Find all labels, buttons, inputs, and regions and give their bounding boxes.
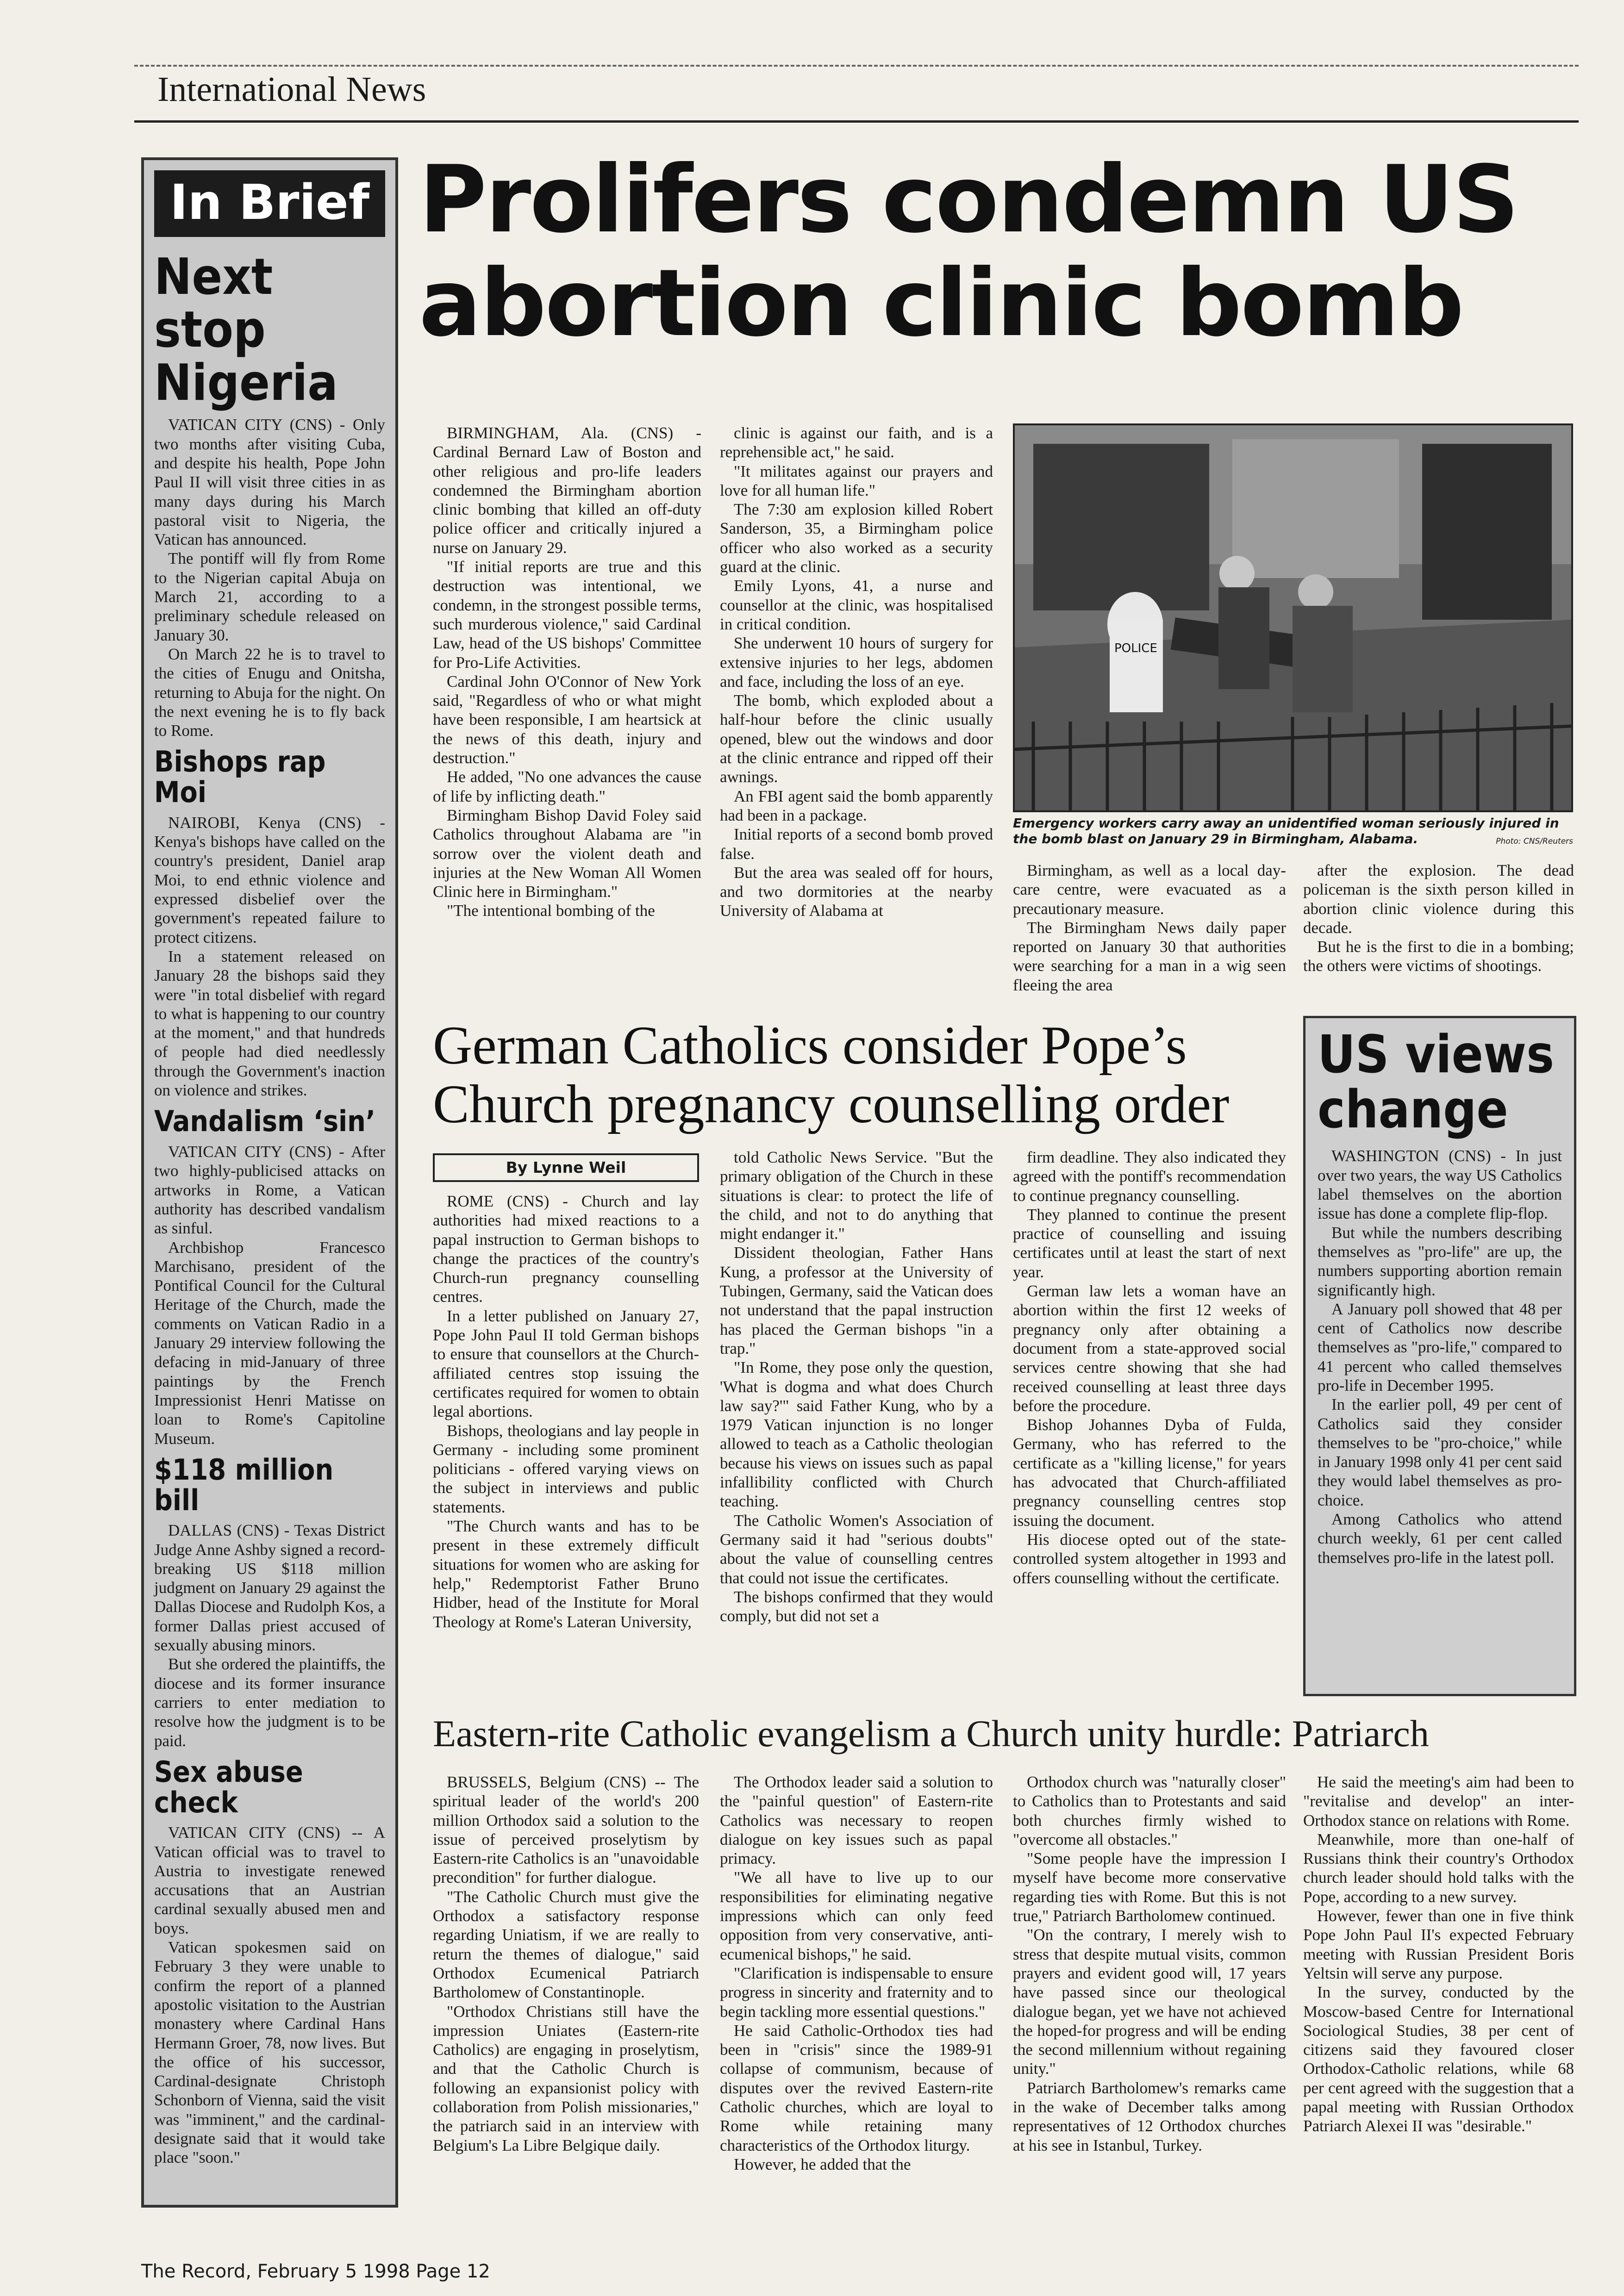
paragraph: They planned to continue the present practice of counselling and issuing certificates until at least the start of next year. [1013, 1205, 1286, 1281]
lead-column-4 [1303, 861, 1574, 976]
paragraph: "We all have to live up to our responsibilities for eliminating negative impressions which can only feed opposition from very conservative, anti-ecumenical bishops," he said. [720, 1868, 993, 1963]
german-headline: German Catholics consider Pope’s Church pregnancy counselling order [433, 1015, 1230, 1135]
paragraph: VATICAN CITY (CNS) - Only two months after visiting Cuba, and despite his health, Pope John Paul II will visit three cities in as many days during his March pastoral visit to Nigeria, the Vatican has announced. [154, 416, 385, 549]
paragraph: Meanwhile, more than one-half of Russians think their country's Orthodox church leader should hold talks with the Pope, according to a new survey. [1303, 1830, 1574, 1906]
german-column-2 [720, 1148, 993, 1625]
paragraph: The bomb, which exploded about a half-hour before the clinic usually opened, blew out the windows and door at the clinic entrance and ripped off their awnings. [720, 691, 993, 786]
photo-illustration [1015, 425, 1571, 810]
paragraph: "Some people have the impression I myself have become more conservative regarding ties with Rome. But this is not true," Patriarch Bartholomew continued. [1013, 1849, 1286, 1925]
paragraph: "Clarification is indispensable to ensure progress in sincerity and fraternity and to begin tackling more essential questions." [720, 1964, 993, 2021]
section-label: International News [157, 70, 426, 109]
german-byline: By Lynne Weil [433, 1153, 699, 1182]
us-views-headline: US views change [1318, 1025, 1555, 1140]
paragraph: He added, "No one advances the cause of life by inflicting death." [433, 768, 701, 805]
paragraph: But she ordered the plaintiffs, the diocese and its former insurance carriers to enter mediation to resolve how the judgment is to be paid. [154, 1655, 385, 1750]
paragraph: "Orthodox Christians still have the impression Uniates (Eastern-rite Catholics) are engaging in proselytism, and that the Catholic Church is following an expansionist policy with collaboration from Polish missionaries," the patriarch said in an interview with Belgium's La Libre Belgique daily. [433, 2002, 699, 2154]
paragraph: In the earlier poll, 49 per cent of Catholics said they consider themselves to be "pro-choice," while in January 1998 only 41 per cent said they would label themselves as pro-choice. [1318, 1395, 1562, 1509]
paragraph: Birmingham Bishop David Foley said Catholics throughout Alabama are "in sorrow over the violent death and injuries at the New Woman All Women Clinic here in Birmingham." [433, 806, 701, 901]
paragraph: The 7:30 am explosion killed Robert Sanderson, 35, a Birmingham police officer who also worked as a security guard at the clinic. [720, 500, 993, 576]
in-brief-sidebar [141, 157, 398, 2208]
paragraph: BRUSSELS, Belgium (CNS) -- The spiritual leader of the world's 200 million Orthodox said a solution to the issue of perceived proselytism by Eastern-rite Catholics is an "unavoidable precondition" for further dialogue. [433, 1773, 699, 1887]
lead-column-2 [720, 423, 993, 921]
brief-body-moi [154, 813, 385, 1100]
brief-headline-vandalism: Vandalism ‘sin’ [154, 1104, 376, 1139]
page-footer: The Record, February 5 1998 Page 12 [141, 2261, 490, 2282]
police-label: POLICE [1114, 641, 1157, 655]
paragraph: "If initial reports are true and this destruction was intentional, we condemn, in the strongest possible terms, such murderous violence," said Cardinal Law, head of the US bishops' Committee for Pro-Life Activities. [433, 558, 701, 672]
paragraph: Vatican spokesmen said on February 3 they were unable to confirm the report of a planned apostolic visitation to the Austrian monastery where Cardinal Hans Hermann Groer, 78, now lives. But the office of his successor, Cardinal-designate Christoph Schonborn of Vienna, said the visit was "imminent," and the cardinal-designate said that it would take place "soon." [154, 1938, 385, 2167]
paragraph: Among Catholics who attend church weekly, 61 per cent called themselves pro-life in the latest poll. [1318, 1510, 1562, 1567]
brief-headline-bill: $118 million bill [154, 1452, 334, 1517]
german-column-3 [1013, 1148, 1286, 1587]
photo-caption [1013, 815, 1573, 846]
photo-credit: Photo: CNS/Reuters [1496, 836, 1573, 846]
paragraph: clinic is against our faith, and is a reprehensible act," he said. [720, 424, 993, 461]
paragraph: In a letter published on January 27, Pope John Paul II told German bishops to ensure that counsellors at the Church-affiliated centres stop issuing the certificates required for women to obtain legal abortions. [433, 1307, 699, 1421]
paragraph: The Catholic Women's Association of Germany said it had "serious doubts" about the value of counselling centres that could not issue the certificates. [720, 1511, 993, 1587]
paragraph: But while the numbers describing themselves as "pro-life" are up, the numbers supporting abortion remain significantly high. [1318, 1223, 1562, 1299]
paragraph: He said the meeting's aim had been to "revitalise and develop" an inter-Orthodox stance on relations with Rome. [1303, 1773, 1574, 1829]
paragraph: Cardinal John O'Connor of New York said, "Regardless of who or what might have been responsible, I am heartsick at the news of this death, injury and destruction." [433, 672, 701, 767]
paragraph: A January poll showed that 48 per cent of Catholics now describe themselves as "pro-life," compared to 41 percent who called themselves pro-life in December 1995. [1318, 1300, 1562, 1394]
paragraph: However, he added that the [734, 2155, 911, 2173]
paragraph: He said Catholic-Orthodox ties had been in "crisis" since the 1989-91 collapse of communism, because of disputes over the revived Eastern-rite Catholic churches, which are loyal to Rome while retaining many characteristics of the Orthodox liturgy. [720, 2021, 993, 2154]
paragraph: firm deadline. They also indicated they agreed with the pontiff's recommendation to continue pregnancy counselling. [1013, 1148, 1286, 1205]
brief-headline-nigeria: Next stop Nigeria [154, 248, 338, 412]
paragraph: Dissident theologian, Father Hans Kung, a professor at the University of Tubingen, Germany, said the Vatican does not understand that the papal instruction has placed the German bishops "in a trap." [720, 1244, 993, 1357]
paragraph: However, fewer than one in five think Pope John Paul II's expected February meeting with Russian President Boris Yeltsin will serve any purpose. [1303, 1907, 1574, 1982]
paragraph: told Catholic News Service. "But the primary obligation of the Church in these situations is clear: to protect the life of the child, and not to do anything that might endanger it." [720, 1148, 993, 1243]
paragraph: BIRMINGHAM, Ala. (CNS) - Cardinal Bernard Law of Boston and other religious and pro-life leaders condemned the Birmingham abortion clinic bombing that killed an off-duty police officer and critically injured a nurse on January 29. [433, 424, 701, 557]
paragraph: In the survey, conducted by the Moscow-based Centre for International Sociological Studies, 38 per cent of citizens said they favoured closer Orthodox-Catholic relations, while 68 per cent agreed with the suggestion that a papal meeting with Russian Orthodox Patriarch Alexei II was "desirable." [1303, 1983, 1574, 2135]
brief-body-nigeria [154, 415, 385, 740]
brief-body-bill [154, 1521, 385, 1750]
eastern-column-1 [433, 1773, 699, 2155]
paragraph: In a statement released on January 28 the bishops said they were "in total disbelief with regard to what is happening to our country at the moment," and that hundreds of people had died needlessly through the Government's inaction on violence and strikes. [154, 947, 385, 1100]
paragraph: Birmingham, as well as a local day-care centre, were evacuated as a precautionary measure. [1013, 861, 1286, 918]
paragraph: Initial reports of a second bomb proved false. [720, 825, 993, 863]
paragraph: But he is the first to die in a bombing; the others were victims of shootings. [1303, 938, 1574, 975]
paragraph: Emily Lyons, 41, a nurse and counsellor at the clinic, was hospitalised in critical condition. [720, 577, 993, 633]
paragraph: "The intentional bombing of the [447, 902, 655, 920]
us-views-body [1318, 1146, 1562, 1567]
paragraph: German law lets a woman have an abortion within the first 12 weeks of pregnancy only after obtaining a document from a state-approved social services centre showing that she had received counselling at least three days before the procedure. [1013, 1282, 1286, 1415]
eastern-headline: Eastern-rite Catholic evangelism a Church unity hurdle: Patriarch [433, 1712, 1429, 1755]
brief-body-abuse [154, 1823, 385, 2167]
top-dashed-rule [134, 65, 1579, 67]
german-column-1 [433, 1192, 699, 1631]
paragraph: The Orthodox leader said a solution to the "painful question" of Eastern-rite Catholics was necessary to reopen dialogue on key issues such as papal primacy. [720, 1773, 993, 1868]
lead-column-3 [1013, 861, 1286, 995]
paragraph: His diocese opted out of the state-controlled system altogether in 1993 and offers counselling without the certificate. [1013, 1530, 1286, 1587]
eastern-column-4 [1303, 1773, 1574, 2136]
paragraph: "The Catholic Church must give the Orthodox a satisfactory response regarding Uniatism, if we are really to return the themes of dialogue," said Orthodox Ecumenical Patriarch Bartholomew of Constantinople. [433, 1887, 699, 2002]
paragraph: "The Church wants and has to be present in these extremely difficult situations for women who are asking for help," Redemptorist Father Bruno Hidber, head of the Institute for Moral Theology at Rome's Lateran University, [433, 1517, 699, 1631]
brief-headline-abuse: Sex abuse check [154, 1755, 303, 1819]
paragraph: Orthodox church was "naturally closer" to Catholics than to Protestants and said both churches firmly wished to "overcome all obstacles." [1013, 1773, 1286, 1848]
caption-text: Emergency workers carry away an unidentified woman seriously injured in the bomb blast on January 29 in Birmingham, Alabama. [1013, 815, 1559, 846]
us-views-box [1303, 1016, 1576, 1696]
paragraph: On March 22 he is to travel to the cities of Enugu and Onitsha, returning to Abuja for the night. On the next evening he is to fly back to Rome. [154, 645, 385, 740]
paragraph: WASHINGTON (CNS) - In just over two years, the way US Catholics label themselves on the abortion issue has done a complete flip-flop. [1318, 1147, 1562, 1223]
paragraph: VATICAN CITY (CNS) -- A Vatican official was to travel to Austria to investigate renewed accusations that an Austrian cardinal sexually abused men and boys. [154, 1823, 385, 1937]
paragraph: She underwent 10 hours of surgery for extensive injuries to her legs, abdomen and face, including the loss of an eye. [720, 634, 993, 691]
paragraph: NAIROBI, Kenya (CNS) - Kenya's bishops have called on the country's president, Daniel arap Moi, to end ethnic violence and expressed disbelief over the government's repeated failure to protect citizens. [154, 813, 385, 946]
paragraph: Bishops, theologians and lay people in Germany - including some prominent politicians - offered varying views on the subject in interviews and public statements. [433, 1421, 699, 1516]
eastern-column-3 [1013, 1773, 1286, 2155]
in-brief-banner: In Brief [154, 170, 385, 237]
paragraph: after the explosion. The dead policeman is the sixth person killed in abortion clinic violence during this decade. [1303, 861, 1574, 937]
paragraph: "It militates against our prayers and love for all human life." [720, 462, 993, 499]
lead-headline: Prolifers condemn US abortion clinic bomb [419, 146, 1518, 357]
paragraph: An FBI agent said the bomb apparently had been in a package. [720, 787, 993, 824]
bomb-scene-photo [1013, 423, 1573, 812]
brief-body-vandalism [154, 1142, 385, 1448]
paragraph: The bishops confirmed that they would comply, but did not set a [720, 1587, 993, 1625]
lead-column-1 [433, 423, 701, 921]
paragraph: VATICAN CITY (CNS) - After two highly-publicised attacks on artworks in Rome, a Vatican authority has described vandalism as sinful. [154, 1143, 385, 1238]
paragraph: The Birmingham News daily paper reported on January 30 that authorities were searching for a man in a wig seen fleeing the area [1013, 918, 1286, 994]
eastern-column-2 [720, 1773, 993, 2174]
paragraph: But the area was sealed off for hours, and two dormitories at the nearby University of Alabama at [720, 863, 993, 920]
brief-headline-moi: Bishops rap Moi [154, 745, 326, 809]
paragraph: Patriarch Bartholomew's remarks came in the wake of December talks among representatives of 12 Orthodox churches at his see in Istanbul, Turkey. [1013, 2078, 1286, 2154]
paragraph: "On the contrary, I merely wish to stress that despite mutual visits, common prayers and evident good will, 17 years have passed since our theological dialogue began, yet we have not achieved the hoped-for progress and will be ending the second millennium without regaining unity." [1013, 1926, 1286, 2078]
paragraph: "In Rome, they pose only the question, 'What is dogma and what does Church law say?'" said Father Kung, who by a 1979 Vatican injunction is no longer allowed to teach as a Catholic theologian because his views on issues such as papal infallibility conflicted with Church teaching. [720, 1358, 993, 1511]
paragraph: Bishop Johannes Dyba of Fulda, Germany, who has referred to the certificate as a "killing license," for years has advocated that Church-affiliated pregnancy counselling centres stop issuing the document. [1013, 1416, 1286, 1530]
paragraph: Archbishop Francesco Marchisano, president of the Pontifical Council for the Cultural Heritage of the Church, made the comments on Vatican Radio in a January 29 interview following the defacing in mid-January of three paintings by the French Impressionist Henri Matisse on loan to Rome's Capitoline Museum. [154, 1238, 385, 1448]
paragraph: ROME (CNS) - Church and lay authorities had mixed reactions to a papal instruction to German bishops to change the practices of the country's Church-run pregnancy counselling centres. [433, 1192, 699, 1306]
paragraph: The pontiff will fly from Rome to the Nigerian capital Abuja on March 21, according to a preliminary schedule released on January 30. [154, 549, 385, 644]
paragraph: DALLAS (CNS) - Texas District Judge Anne Ashby signed a record-breaking US $118 million judgment on January 29 against the Dallas Diocese and Rudolph Kos, a former Dallas priest accused of sexually abusing minors. [154, 1521, 385, 1655]
section-rule [134, 120, 1579, 123]
